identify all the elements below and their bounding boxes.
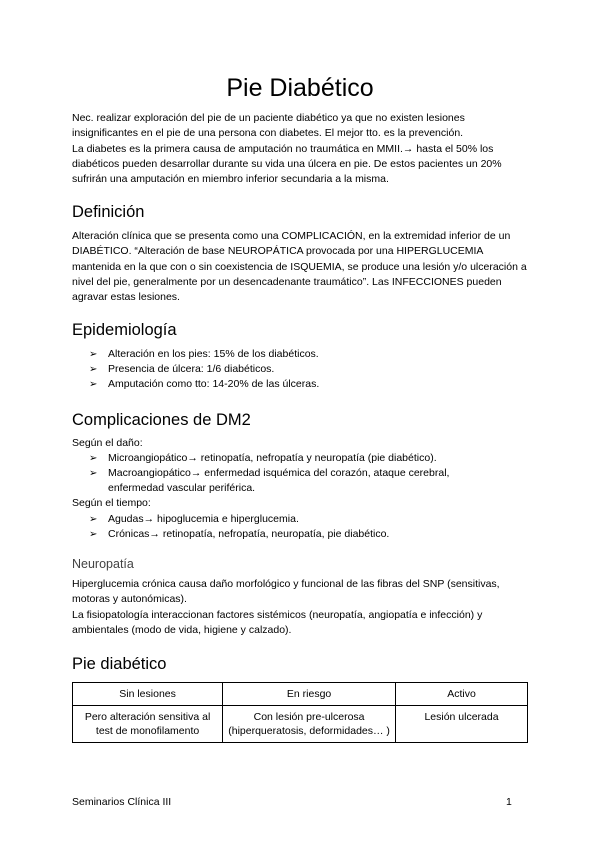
list-item: ➢ Amputación como tto: 14-20% de las úlceras. (89, 378, 320, 390)
arrow-bullet-icon: ➢ (89, 364, 98, 375)
section-heading-complicaciones: Complicaciones de DM2 (72, 411, 251, 429)
intro-paragraph-2: La diabetes es la primera causa de amputación no traumática en MMII.→ hasta el 50% los diabéticos pueden desarrollar durante su vida una úlcera en pie. De estos pacientes un 20% sufrirán una amputación en miembro inferior secundaria a la misma. (72, 142, 502, 186)
section-heading-epidemiologia: Epidemiología (72, 321, 177, 339)
intro-paragraph-1: Nec. realizar exploración del pie de un paciente diabético ya que no existen lesiones insignificantes en el pie de una persona con diabetes. El mejor tto. es la prevención. (72, 112, 465, 140)
neuropatia-body (72, 577, 528, 638)
arrow-bullet-icon: ➢ (89, 528, 98, 540)
epidemiologia-list (72, 347, 528, 392)
complicaciones-tiempo-list (72, 512, 528, 542)
footer-page-number: 1 (506, 796, 512, 808)
list-item: ➢ Microangiopático→ retinopatía, nefropatía y neuropatía (pie diabético). (89, 452, 437, 465)
table-header-cell: En riesgo (223, 683, 396, 706)
table-header-cell: Activo (396, 683, 528, 706)
list-item: ➢ Crónicas→ retinopatía, nefropatía, neuropatía, pie diabético. (89, 527, 390, 540)
arrow-bullet-icon: ➢ (89, 453, 98, 465)
complicaciones-dano-list (72, 451, 528, 496)
definicion-text: Alteración clínica que se presenta como una COMPLICACIÓN, en la extremidad inferior de un DIABÉTICO. “Alteración de base NEUROPÁTICA provocada por una HIPERGLUCEMIA mantenida en la que con o sin coexistencia de ISQUEMIA, se produce una lesión y/o ulceración a nivel del pie, generalmente por un desencadenante traumático”. Las INFECCIONES pueden agravar estas lesiones. (72, 230, 527, 304)
arrow-bullet-icon: ➢ (89, 379, 98, 390)
table-row (73, 706, 528, 743)
epidemiologia-list-wrap (72, 347, 528, 392)
list-item: ➢ Macroangiopático→ enfermedad isquémica del corazón, ataque cerebral, enfermedad vascular periférica. (89, 467, 450, 495)
arrow-bullet-icon: ➢ (89, 349, 98, 360)
section-heading-neuropatia: Neuropatía (72, 557, 134, 571)
arrow-bullet-icon: ➢ (89, 468, 98, 480)
pie-diabetico-table (72, 682, 528, 743)
table-header-cell: Sin lesiones (73, 683, 223, 706)
group-label-dano: Según el daño: (72, 437, 143, 449)
complicaciones-body (72, 436, 528, 542)
list-item: ➢ Presencia de úlcera: 1/6 diabéticos. (89, 363, 275, 375)
section-heading-pie-diabetico: Pie diabético (72, 655, 167, 673)
neuropatia-paragraph-1: Hiperglucemia crónica causa daño morfológico y funcional de las fibras del SNP (sensitivas, motoras y autonómicas). (72, 578, 500, 606)
neuropatia-section (72, 556, 528, 572)
pie-diabetico-section (72, 654, 528, 674)
footer-title: Seminarios Clínica III (72, 796, 172, 808)
table-header-row (73, 683, 528, 706)
group-label-tiempo: Según el tiempo: (72, 497, 151, 510)
arrow-bullet-icon: ➢ (89, 513, 98, 525)
neuropatia-paragraph-2: La fisiopatología interaccionan factores sistémicos (neuropatía, angiopatía e infección) y ambientales (modo de vida, higiene y calzado). (72, 608, 483, 636)
definicion-body (72, 229, 528, 305)
complicaciones-section (72, 410, 528, 430)
page-title: Pie Diabético (226, 74, 374, 102)
list-item: ➢ Alteración en los pies: 15% de los diabéticos. (89, 348, 319, 360)
section-heading-definicion: Definición (72, 203, 145, 221)
table-cell: Lesión ulcerada (396, 706, 528, 743)
list-item: ➢ Agudas→ hipoglucemia e hiperglucemia. (89, 512, 299, 525)
intro-section (72, 111, 528, 187)
definicion-section (72, 202, 528, 222)
table-cell: Con lesión pre-ulcerosa (hiperqueratosis, deformidades… ) (223, 706, 396, 743)
epidemiologia-section (72, 320, 528, 340)
table-cell: Pero alteración sensitiva al test de monofilamento (73, 706, 223, 743)
